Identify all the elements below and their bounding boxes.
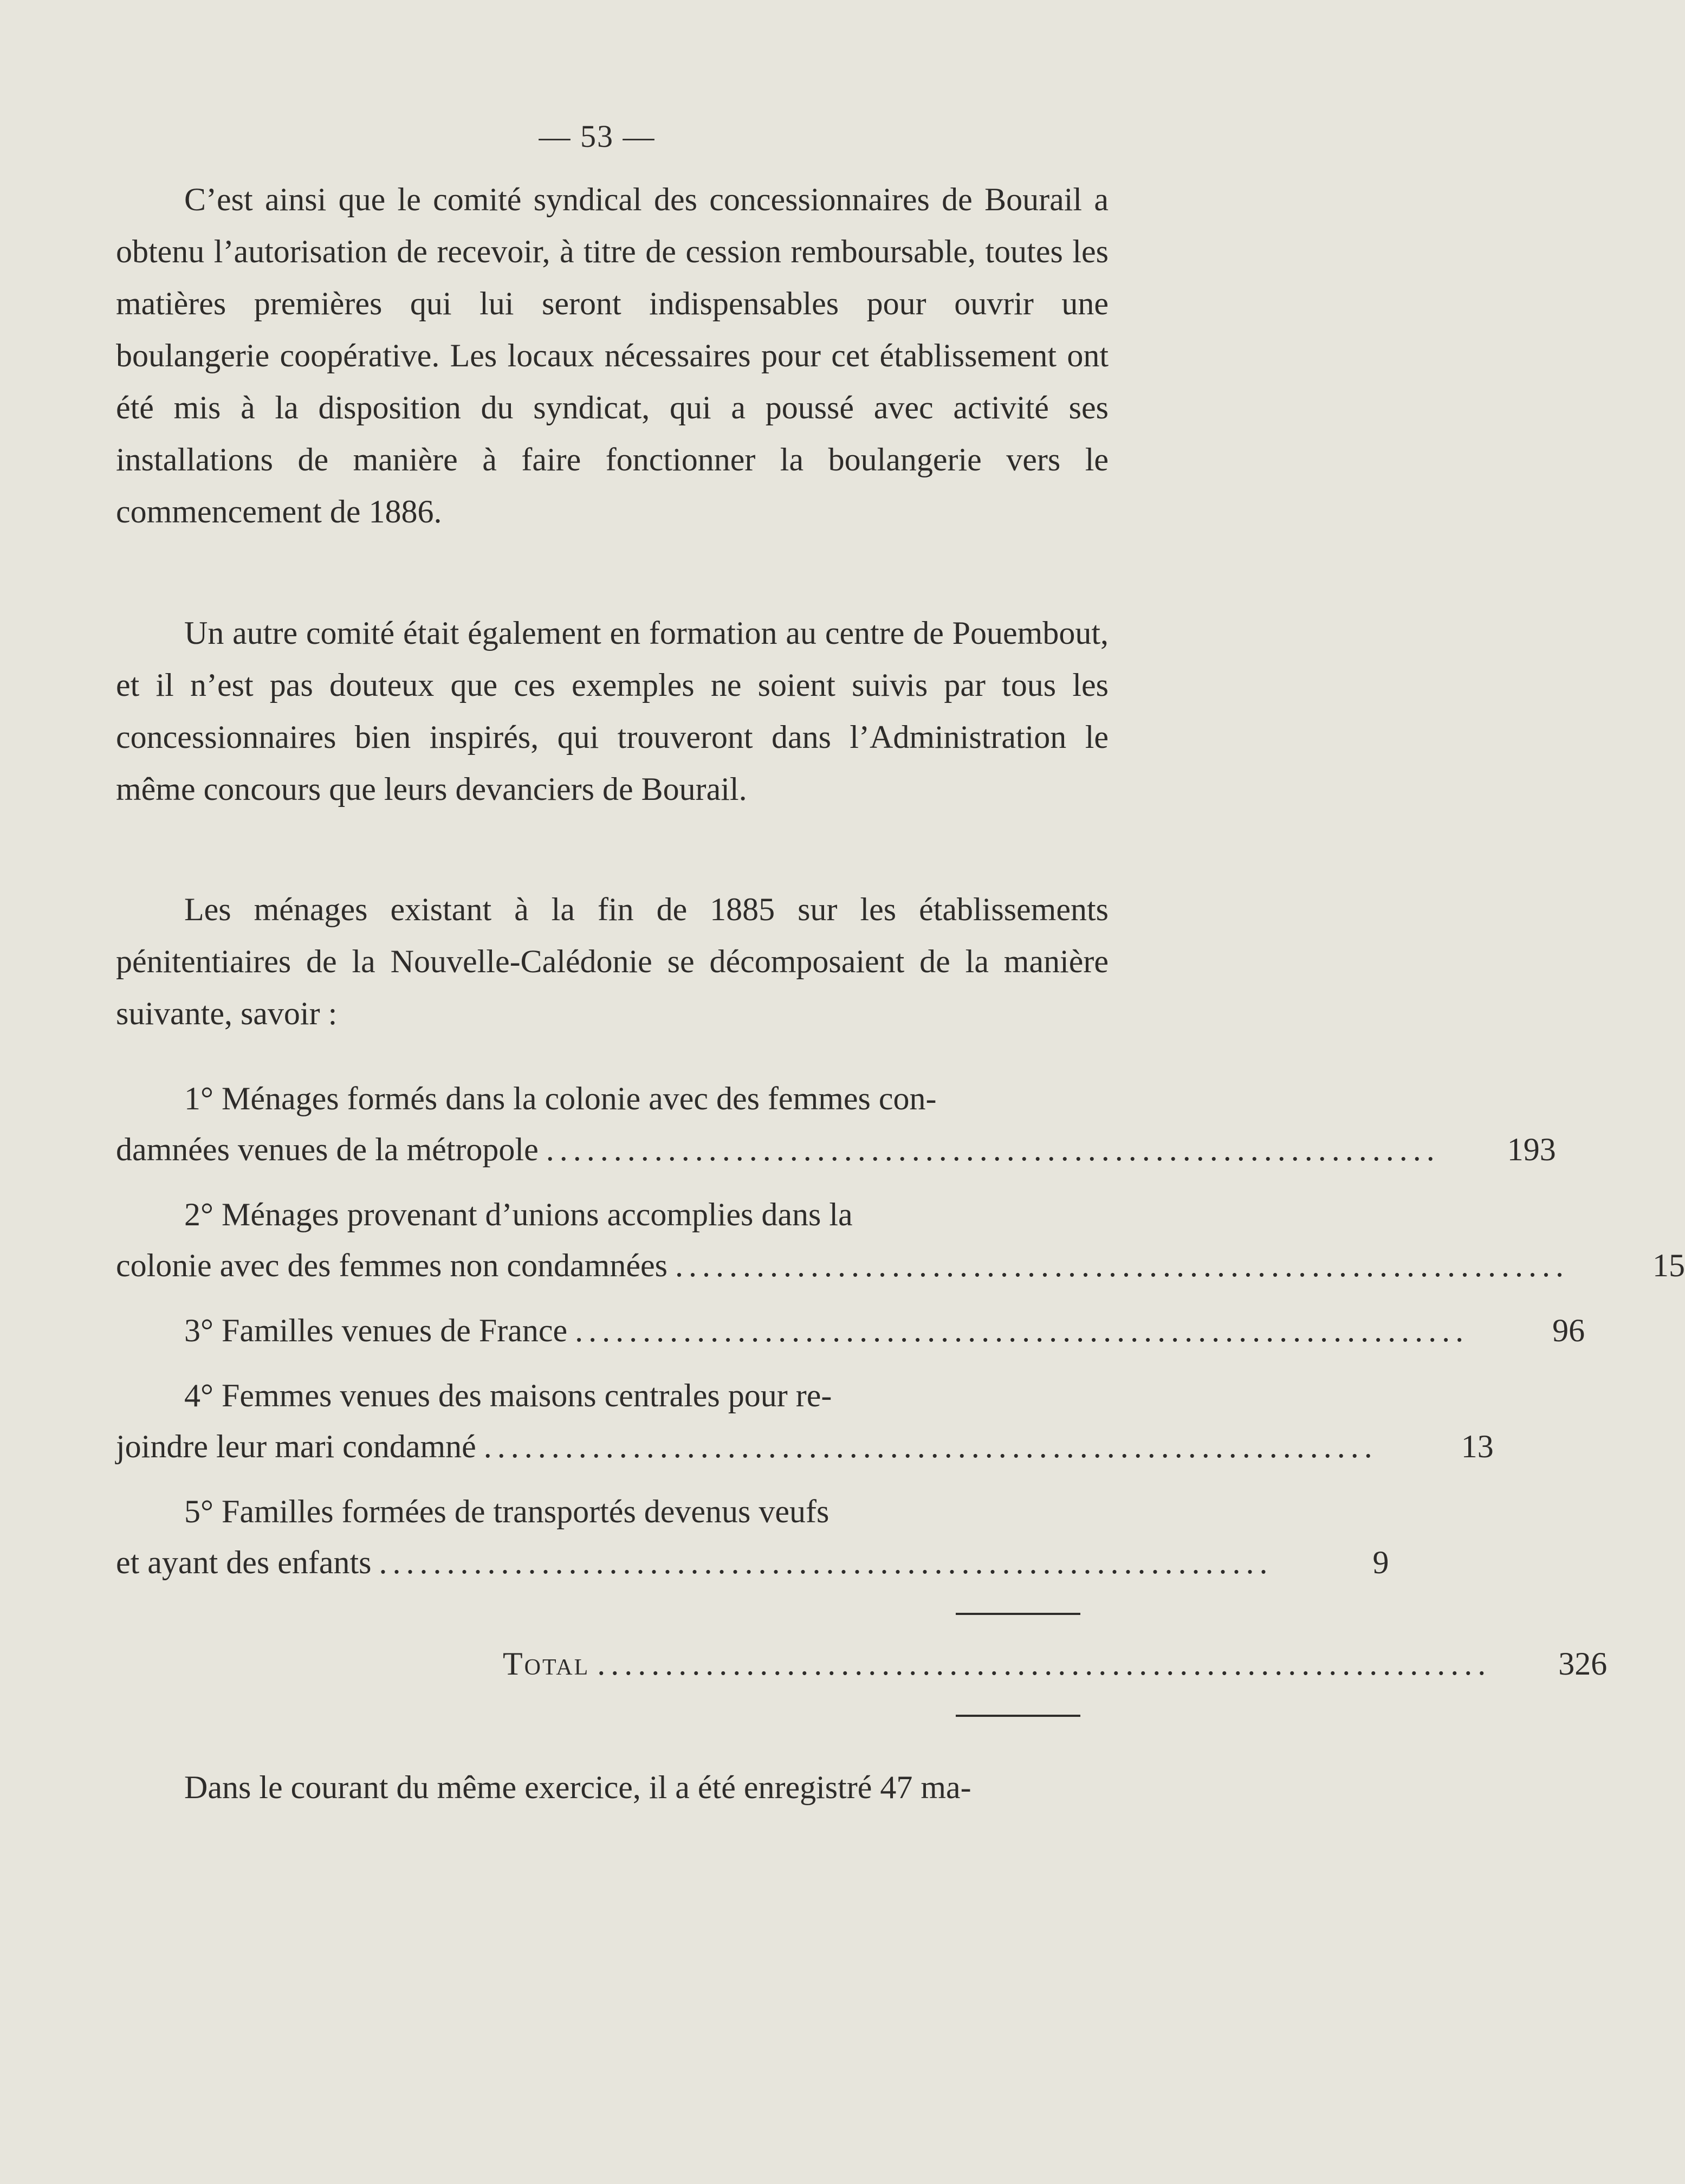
list-item-line-2 <box>116 1305 1585 1356</box>
list-item <box>116 1305 1585 1356</box>
total-label: Total <box>503 1646 590 1682</box>
page-number: — 53 — <box>539 119 656 154</box>
dot-leader: .................................................................. <box>379 1545 1273 1580</box>
list-item-label: colonie avec des femmes non condamnées <box>116 1248 667 1283</box>
paragraph-2 <box>116 607 1109 815</box>
paragraph-text: Un autre comité était également en formation au centre de Pouembout, et il n’est pas douteux que ces exemples ne soient suivis par tous les concessionnaires bien inspirés, qui trouveront dans l’Administration le même concours que leurs devanciers de Bourail. <box>116 615 1109 807</box>
paragraph-text: Les ménages existant à la fin de 1885 sur les établissements pénitentiaires de la Nouvelle-Calédonie se décomposaient de la manière suivante, savoir : <box>116 891 1109 1031</box>
list-item-value: 193 <box>1507 1132 1556 1167</box>
dot-leader: .................................................................. <box>675 1248 1569 1283</box>
list-item-line-1: 5° Familles formées de transportés devenus veufs <box>184 1494 829 1529</box>
list-item-value: 9 <box>1372 1545 1389 1580</box>
list-item-value: 15 <box>1652 1248 1685 1283</box>
paragraph-text: Dans le courant du même exercice, il a été enregistré 47 ma- <box>184 1769 971 1805</box>
list-item <box>116 1486 1389 1588</box>
list-item-label: et ayant des enfants <box>116 1545 372 1580</box>
dot-leader: .................................................................. <box>597 1646 1492 1682</box>
list-item-value: 96 <box>1552 1313 1585 1348</box>
list-item <box>116 1189 1685 1291</box>
paragraph-1 <box>116 173 1109 538</box>
total-rule-bottom <box>956 1715 1080 1717</box>
paragraph-4 <box>116 1761 1109 1813</box>
paragraph-text: C’est ainsi que le comité syndical des concessionnaires de Bourail a obtenu l’autorisation de recevoir, à titre de cession remboursable, toutes les matières premières qui lui seront indispensables pour ouvrir une boulangerie coopérative. Les locaux nécessaires pour cet établissement ont été mis à la disposition du syndicat, qui a poussé avec activité ses installations de manière à faire fonctionner la boulangerie vers le commencement de 1886. <box>116 182 1109 529</box>
list-item <box>116 1073 1556 1175</box>
list-item-line-1: 2° Ménages provenant d’unions accomplies dans la <box>184 1197 853 1232</box>
list-item-label: joindre leur mari condamné <box>116 1429 476 1464</box>
list-item-line-2 <box>116 1421 1494 1472</box>
list-item-line-2 <box>116 1240 1685 1291</box>
dot-leader: .................................................................. <box>546 1132 1440 1167</box>
total-value: 326 <box>1558 1646 1608 1682</box>
list-item-label: 3° Familles venues de France <box>184 1313 568 1348</box>
list-item-value: 13 <box>1461 1429 1494 1464</box>
total-rule-top <box>956 1613 1080 1615</box>
paragraph-3 <box>116 883 1109 1039</box>
list-item <box>116 1370 1494 1472</box>
dot-leader: .................................................................. <box>575 1313 1469 1348</box>
list-item-line-1: 4° Femmes venues des maisons centrales pour re- <box>184 1378 832 1413</box>
list-item-label: damnées venues de la métropole <box>116 1132 539 1167</box>
list-item-line-1: 1° Ménages formés dans la colonie avec des femmes con- <box>184 1081 937 1116</box>
dot-leader: .................................................................. <box>483 1429 1378 1464</box>
list-item-line-2 <box>116 1537 1389 1588</box>
list-item-line-2 <box>116 1124 1556 1175</box>
total-row <box>116 1638 1608 1690</box>
household-list <box>116 1073 1685 1602</box>
